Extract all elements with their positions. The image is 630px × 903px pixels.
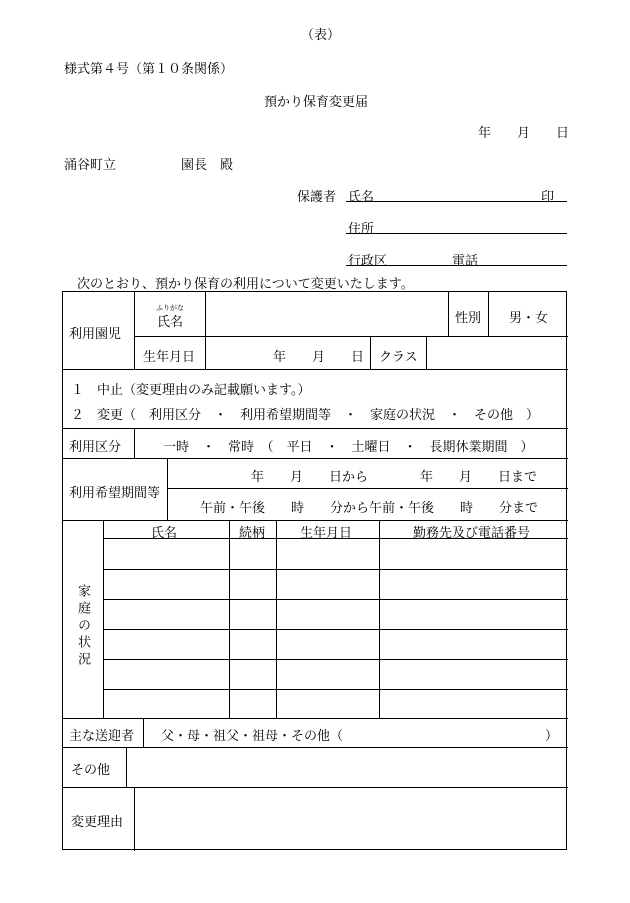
other-field[interactable]	[127, 748, 567, 786]
reason-label: 変更理由	[71, 815, 124, 830]
period-label: 利用希望期間等	[69, 486, 161, 501]
furigana-label: ふりがな	[156, 304, 184, 312]
escort-close-paren: ）	[545, 729, 559, 744]
birth-label: 生年月日	[143, 350, 196, 365]
child-name-label: 氏名	[157, 315, 184, 330]
phone-label: 電話	[452, 254, 479, 269]
escort-options[interactable]: 父・母・祖父・祖母・その他（	[161, 729, 344, 744]
family-header-work: 勤務先及び電話番号	[413, 526, 531, 541]
class-field[interactable]	[427, 337, 567, 368]
change-option-stop[interactable]: １ 中止（変更理由のみ記載願います。）	[71, 383, 311, 398]
birth-date[interactable]: 年 月 日	[273, 350, 365, 365]
child-name-field[interactable]	[206, 293, 447, 335]
other-label: その他	[71, 763, 111, 778]
gender-label: 性別	[455, 311, 482, 326]
date-line: 年 月 日	[478, 126, 570, 141]
side-label: （表）	[301, 28, 341, 43]
reason-field[interactable]	[135, 788, 567, 850]
addressee-town: 涌谷町立	[64, 158, 117, 173]
seal-label: 印	[541, 190, 555, 205]
child-row-label: 利用園児	[69, 327, 122, 342]
guardian-name-label: 氏名	[348, 190, 375, 205]
escort-label: 主な送迎者	[69, 729, 135, 744]
family-section-label: 家庭の状況	[75, 584, 90, 669]
usage-category-label: 利用区分	[69, 440, 122, 455]
form-table	[62, 291, 567, 850]
form-title: 預かり保育変更届	[264, 95, 369, 110]
addressee-director: 園長 殿	[181, 158, 234, 173]
gender-options[interactable]: 男・女	[509, 311, 549, 326]
intro-text: 次のとおり、預かり保育の利用について変更いたします。	[77, 277, 414, 292]
family-header-relation: 続柄	[239, 526, 266, 541]
guardian-address-line[interactable]	[346, 233, 567, 234]
guardian-label: 保護者	[297, 190, 337, 205]
usage-category-options[interactable]: 一時 ・ 常時 （ 平日 ・ 土曜日 ・ 長期休業期間 ）	[163, 440, 534, 455]
form-number: 様式第４号（第１０条関係）	[64, 62, 234, 77]
guardian-name-line[interactable]	[346, 201, 567, 202]
district-phone-line[interactable]	[346, 265, 567, 266]
class-label: クラス	[379, 350, 418, 365]
family-header-name: 氏名	[151, 526, 178, 541]
change-option-change[interactable]: ２ 変更（ 利用区分 ・ 利用希望期間等 ・ 家庭の状況 ・ その他 ）	[71, 408, 540, 423]
district-label: 行政区	[348, 254, 388, 269]
family-header-birth: 生年月日	[300, 526, 353, 541]
period-time-range[interactable]: 午前・午後 時 分から午前・午後 時 分まで	[200, 501, 539, 516]
period-date-range[interactable]: 年 月 日から 年 月 日まで	[251, 470, 538, 485]
guardian-address-label: 住所	[348, 222, 375, 237]
